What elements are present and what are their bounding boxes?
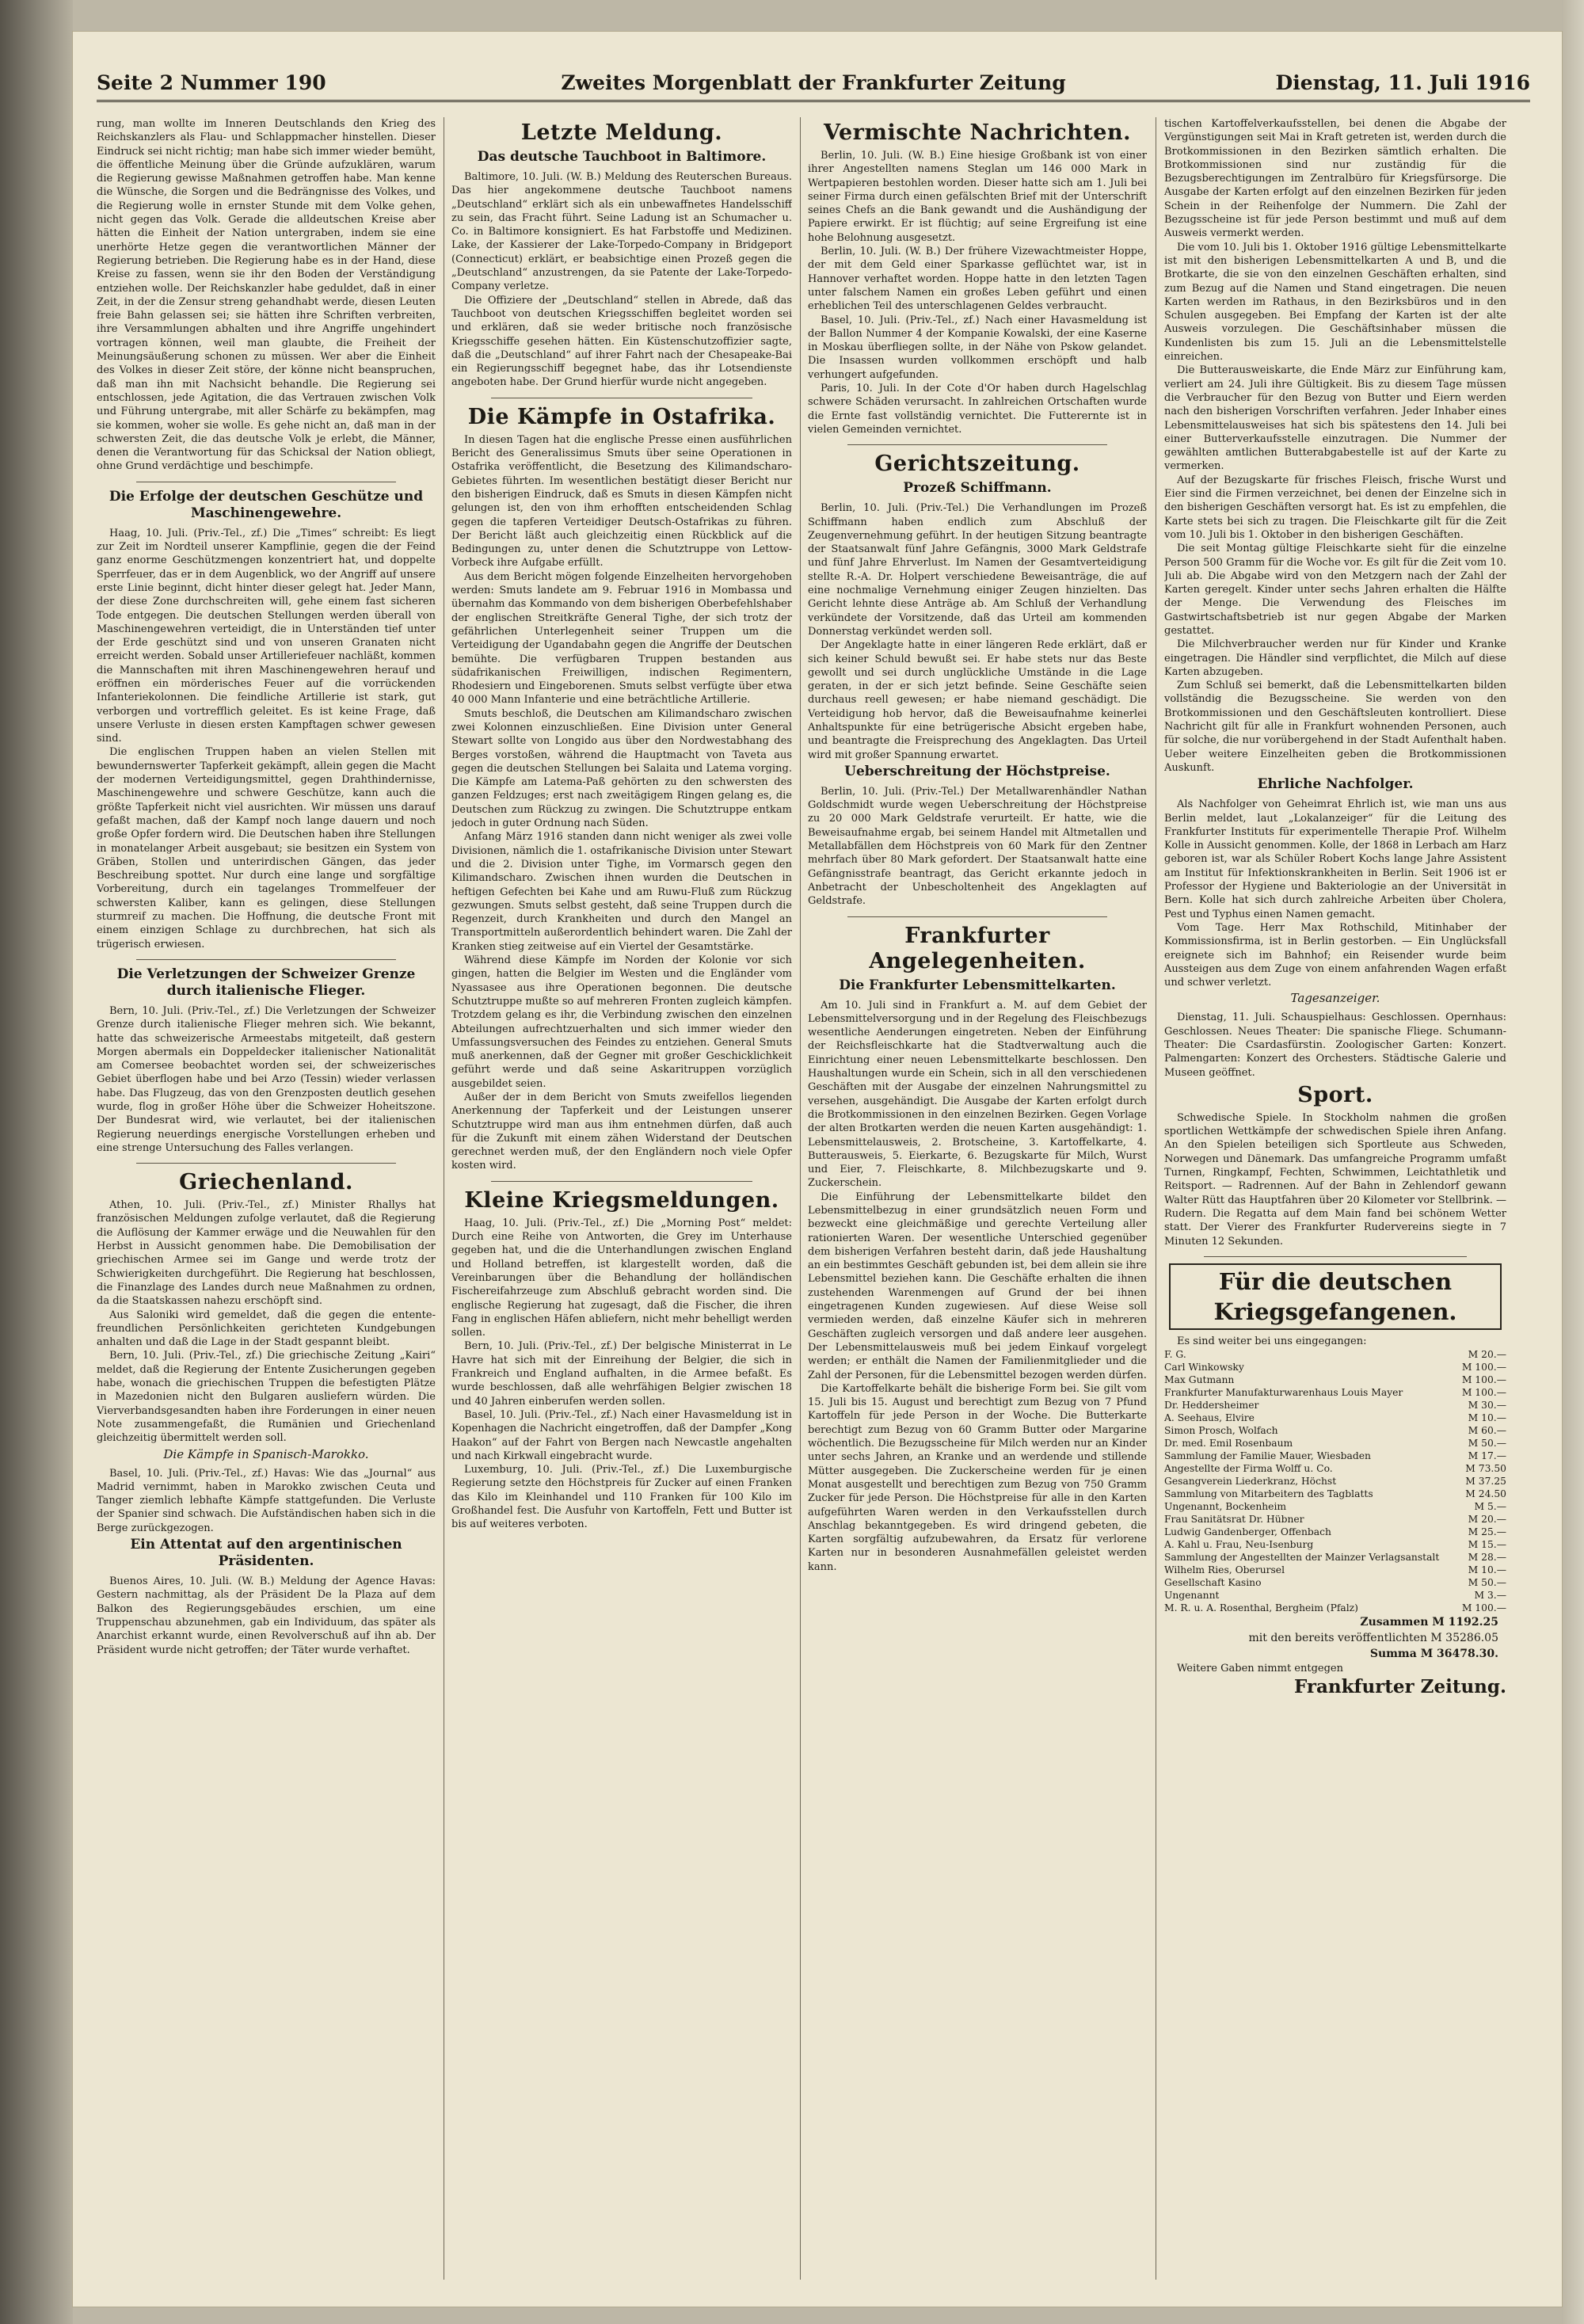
article-text: Zum Schluß sei bemerkt, daß die Lebensmittelkarten bilden vollständig die Bezugsscheine. Sie werden von den Brotkommissionen und den Geschäftsleuten kontrolliert. Diese Nachricht gilt für alle in Frankfurt wohnenden Personen, auch für solche, die nur vorübergehend in der Stadt Aufenthalt haben. Ueber weitere Einzelheiten geben die Brotkommissionen Auskunft. (1164, 680, 1506, 774)
article-text: Anfang März 1916 standen dann nicht weniger als zwei volle Divisionen, nämlich die 1. ostafrikanische Division unter Stewart und die 2. Division unter Tighe, im Vormarsch gegen den Kilimandscharo. Zwischen ihnen wurden die Deutschen in heftigen Gefechten bei Kahe und am Ruwu-Fluß zum Rückzug gezwungen. Smuts selbst gesteht, daß seine Truppen durch die Regenzeit, durch Krankheiten und durch den Mangel an Transportmitteln außerordentlich behindert waren. Die Zahl der Kranken stieg zeitweise auf ein Viertel der Gesamtstärke. (451, 831, 792, 953)
article-text: In diesen Tagen hat die englische Presse einen ausführlichen Bericht des Generalissimus Smuts über seine Operationen in Ostafrika veröffentlicht, die Besetzung des Kilimandscharo-Gebietes führten. Im wesentlichen bestätigt dieser Bericht nur den bisherigen Eindruck, daß es Smuts in diesen Kämpfen nicht gelungen ist, den von ihm erhofften entscheidenden Schlag gegen die tapferen Verteidiger Deutsch-Ostafrikas zu führen. Der Bericht läßt auch gleichzeitig einen Rückblick auf die Bedingungen zu, unter denen die Schutztruppe von Lettow-Vorbeck ihre Aufgabe erfüllt. (451, 433, 792, 570)
section-heading: Kleine Kriegsmeldungen. (464, 1187, 779, 1213)
donation-row (1164, 1424, 1506, 1437)
donor-name: Ludwig Gandenberger, Offenbach (1164, 1526, 1331, 1538)
article-text: Basel, 10. Juli. (Priv.-Tel., zf.) Nach einer Havasmeldung ist in Kopenhagen die Nachricht eingetroffen, daß der Dampfer „Kong Haakon“ auf der Fahrt von Bergen nach Newcastle angehalten und nach Kirkwall eingebracht wurde. (451, 1408, 792, 1462)
donation-amount: M 20.— (1468, 1349, 1506, 1361)
donor-name: Sammlung der Familie Mauer, Wiesbaden (1164, 1450, 1371, 1462)
donation-amount: M 20.— (1468, 1514, 1506, 1526)
article-text: Die seit Montag gültige Fleischkarte sieht für die einzelne Person 500 Gramm für die Woche vor. Es gilt für die Zeit vom 10. Juli ab. Die Abgabe wird von den Metzgern nach der Zahl der Karten geregelt. Kinder unter sechs Jahren erhalten die Hälfte der Menge. Die Verwendung des Fleisches im Gastwirtschaftsbetrieb ist nur gegen Abgabe der Marken gestattet. (1164, 543, 1506, 637)
donation-row (1164, 1462, 1506, 1475)
donor-name: Carl Winkowsky (1164, 1362, 1244, 1373)
donation-row (1164, 1564, 1506, 1576)
donor-name: Dr. Heddersheimer (1164, 1400, 1259, 1412)
article-text: Baltimore, 10. Juli. (W. B.) Meldung des Reuterschen Bureaus. Das hier angekommene deutsche Tauchboot namens „Deutschland“ erklärt sich als ein unbewaffnetes Handelsschiff zu sein, das Fracht führt. Seine Ladung ist an Schumacher u. Co. in Baltimore konsigniert. Es hat Farbstoffe und Medizinen. Lake, der Kassierer der Lake-Torpedo-Company in Bridgeport (Connecticut) erklärt, er beabsichtige einen Prozeß gegen die „Deutschland“ anzustrengen, da sie Patente der Lake-Torpedo-Company verletze. (451, 171, 792, 293)
donation-row (1164, 1437, 1506, 1450)
article-text: Die Milchverbraucher werden nur für Kinder und Kranke eingetragen. Die Händler sind verpflichtet, die Milch auf diese Karten abzugeben. (1164, 638, 1506, 678)
donor-name: Ungenannt (1164, 1590, 1220, 1602)
section-heading: Sport. (1297, 1082, 1373, 1107)
section-heading: Griechenland. (179, 1170, 353, 1195)
article-headline: Ueberschreitung der Höchstpreise. (844, 763, 1110, 779)
article-text: Die Einführung der Lebensmittelkarte bildet den Lebensmittelbezug in einer grundsätzlich neuen Form und bezweckt eine gleichmäßige und gerechte Verteilung aller rationierten Waren. Der wesentliche Unterschied gegenüber dem bisherigen Verfahren besteht darin, daß jede Haushaltung an ein bestimmtes Geschäft gebunden ist, bei dem allein sie ihre Lebensmittel beziehen kann. Die Geschäfte erhalten die ihnen zustehenden Warenmengen auf Grund der bei ihnen eingetragenen Kunden zugewiesen. Auf diese Weise soll vermieden werden, daß einzelne Käufer sich in mehreren Geschäften zugleich versorgen und daß andere leer ausgehen. Der Lebensmittelausweis muß bei jedem Einkauf vorgelegt werden; er enthält die Namen der Familienmitglieder und die Zahl der Personen, für die Lebensmittel bezogen werden dürfen. (808, 1191, 1147, 1381)
article-text: Vom Tage. Herr Max Rothschild, Mitinhaber der Kommissionsfirma, ist in Berlin gestorben. — Ein Unglücksfall ereignete sich im Bahnhof; ein Reisender wurde beim Aussteigen aus dem Zuge von einem anfahrenden Wagen erfaßt und schwer verletzt. (1164, 921, 1506, 989)
paper-signature: Frankfurter Zeitung. (1293, 1676, 1506, 1698)
donor-name: Simon Prosch, Wolfach (1164, 1425, 1278, 1437)
article-text: Berlin, 10. Juli. (Priv.-Tel.) Die Verhandlungen im Prozeß Schiffmann haben endlich zum Abschluß der Zeugenvernehmung geführt. In der heutigen Sitzung beantragte der Staatsanwalt fünf Jahre Gefängnis, 3000 Mark Geldstrafe und fünf Jahre Ehrverlust. Im Namen der Gesamtverteidigung stellte R.-A. Dr. Holpert verschiedene Beweisanträge, die auf eine nochmalige Vernehmung einiger Zeugen hinzielten. Das Gericht lehnte diese Anträge ab. Am Schluß der Verhandlung verkündete der Vorsitzende, daß das Urteil am kommenden Donnerstag verkündet werden soll. (808, 502, 1147, 638)
donor-name: Wilhelm Ries, Oberursel (1164, 1564, 1285, 1576)
article-text: Basel, 10. Juli. (Priv.-Tel., zf.) Havas: Wie das „Journal“ aus Madrid vernimmt, haben in Marokko zwischen Ceuta und Tanger ziemlich lebhafte Kämpfe stattgefunden. Die Verluste der Spanier sind schwach. Die Aufständischen haben sich in die Berge zurückgezogen. (97, 1467, 436, 1534)
donation-row (1164, 1551, 1506, 1564)
article-text: Luxemburg, 10. Juli. (Priv.-Tel., zf.) Die Luxemburgische Regierung setzte den Höchstpreis für Zucker auf einen Franken das Kilo im Kleinhandel und 110 Franken für 100 Kilo im Großhandel fest. Die Ausfuhr von Kartoffeln, Fett und Butter ist bis auf weiteres verboten. (451, 1464, 792, 1531)
donation-amount: M 24.50 (1465, 1488, 1506, 1500)
donation-amount: M 17.— (1468, 1450, 1506, 1462)
donation-grand-total: Summa M 36478.30. (1369, 1648, 1498, 1661)
article-text: Berlin, 10. Juli. (W. B.) Eine hiesige Großbank ist von einer ihrer Angestellten namens Steglan um 146 000 Mark in Wertpapieren bestohlen worden. Dieser hatte sich am 1. Juli bei seiner Firma durch einen gefälschten Brief mit der Unterschrift seines Chefs an die Bank gewandt und die Aushändigung der Papiere erwirkt. Er ist flüchtig; auf seine Ergreifung ist eine hohe Belohnung ausgesetzt. (808, 150, 1147, 244)
article-text: Am 10. Juli sind in Frankfurt a. M. auf dem Gebiet der Lebensmittelversorgung und in der Regelung des Fleischbezugs wesentliche Aenderungen eingetreten. Neben der Einführung der Reichsfleischkarte hat die Stadtverwaltung auch die Einrichtung einer neuen Lebensmittelkarte beschlossen. Den Haushaltungen wurde ein Schein, sich in all den verschiedenen Geschäften mit der Ausgabe der einzelnen Nahrungsmittel zu versehen, ausgehändigt. Die Ausgabe der Karten erfolgt durch die Brotkommissionen in den einzelnen Bezirken. Gegen Vorlage der alten Brotkarten werden die neuen Karten ausgehändigt: 1. Lebensmittelausweis, 2. Brotscheine, 3. Kartoffelkarte, 4. Butterausweis, 5. Eierkarte, 6. Bezugskarte für Milch, Wurst und Eier, 7. Fleischkarte, 8. Milchbezugskarte und 9. Zuckerschein. (808, 999, 1147, 1190)
article-text: Bern, 10. Juli. (Priv.-Tel., zf.) Der belgische Ministerrat in Le Havre hat sich mit der Einreihung der Belgier, die sich in Frankreich und England aufhalten, in die Armee befaßt. Es wurde beschlossen, daß alle wehrfähigen Belgier zwischen 18 und 40 Jahren einberufen werden sollen. (451, 1340, 792, 1408)
article-text: Athen, 10. Juli. (Priv.-Tel., zf.) Minister Rhallys hat französischen Meldungen zufolge verlautet, daß die Regierung die Auflösung der Kammer erwäge und die Neuwahlen für den Herbst in Aussicht genommen habe. Die Demobilisation der griechischen Armee sei im Gange und werde trotz der Schwierigkeiten durchgeführt. Die Regierung hat beschlossen, die Finanzlage des Landes durch neue Maßnahmen zu ordnen, da die Staatskassen nahezu erschöpft sind. (97, 1199, 436, 1308)
donation-row (1164, 1373, 1506, 1386)
article-text: Die vom 10. Juli bis 1. Oktober 1916 gültige Lebensmittelkarte ist mit den bisherigen Lebensmittelkarten A und B, und die Brotkarte, die sie von den einzelnen Geschäften erhalten, sind zum Bezug auf die Namen und Stand eingetragen. Die neuen Karten werden im Rathaus, in den Bezirksbüros und in den Schulen ausgegeben. Bei Empfang der Karten ist der alte Ausweis vorzulegen. Die Geschäftsinhaber müssen die Kundenlisten bis zum 15. Juli an die Lebensmittelstelle einreichen. (1164, 241, 1506, 364)
donation-amount: M 3.— (1474, 1590, 1506, 1602)
article-text: Als Nachfolger von Geheimrat Ehrlich ist, wie man uns aus Berlin meldet, laut „Lokalanzeiger“ für die Leitung des Frankfurter Instituts für experimentelle Therapie Prof. Wilhelm Kolle in Aussicht genommen. Kolle, der 1868 in Lerbach am Harz geboren ist, war als Schüler Robert Kochs lange Jahre Assistent am Institut für Infektionskrankheiten in Berlin. Seit 1906 ist er Professor der Hygiene und Bakteriologie an der Universität in Bern. Kolle hat sich durch zahlreiche Arbeiten über Cholera, Pest und Typhus einen Namen gemacht. (1164, 798, 1506, 920)
donation-row (1164, 1576, 1506, 1589)
separator (136, 1163, 396, 1164)
article-text: Die Kartoffelkarte behält die bisherige Form bei. Sie gilt vom 15. Juli bis 15. August und berechtigt zum Bezug von 7 Pfund Kartoffeln für jede Person in der Woche. Die Butterkarte berechtigt zum Bezug von 60 Gramm Butter oder Margarine wöchentlich. Die Bezugsscheine für Milch werden nur an Kinder unter sechs Jahren, an Kranke und an werdende und stillende Mütter ausgegeben. Die Zuckerscheine werden für je einen Monat ausgestellt und berechtigen zum Bezug von 750 Gramm Zucker für jede Person. Die Höchstpreise für alle in den Karten aufgeführten Waren werden in den Verkaufsstellen durch Anschlag bekanntgegeben. Es wird dringend gebeten, die Karten sorgfältig aufzubewahren, da Ersatz für verlorene Karten nur in besonderen Ausnahmefällen geleistet werden kann. (808, 1382, 1147, 1573)
donation-intro: Es sind weiter bei uns eingegangen: (1177, 1335, 1367, 1347)
column-rule (800, 117, 801, 2280)
article-text: Berlin, 10. Juli. (Priv.-Tel.) Der Metallwarenhändler Nathan Goldschmidt wurde wegen Ueberschreitung der Höchstpreise zu 20 000 Mark Geldstrafe verurteilt. Er hatte, wie die Beweisaufnahme ergab, bei seinem Handel mit Altmetallen und Metallabfällen dem Höchstpreis von 60 Mark für den Zentner mehrfach über 80 Mark gefordert. Der Staatsanwalt hatte eine Gefängnisstrafe beantragt, das Gericht erkannte jedoch in Anbetracht der Unbescholtenheit des Angeklagten auf Geldstrafe. (808, 785, 1147, 908)
donor-name: Frau Sanitätsrat Dr. Hübner (1164, 1514, 1304, 1526)
donation-subtotal: Zusammen M 1192.25 (1360, 1616, 1498, 1629)
article-headline: Die Erfolge der deutschen Geschütze und Maschinengewehre. (109, 488, 424, 521)
donation-row (1164, 1589, 1506, 1602)
donation-row (1164, 1513, 1506, 1526)
separator (847, 916, 1107, 917)
donation-row (1164, 1538, 1506, 1551)
donation-row (1164, 1526, 1506, 1538)
article-headline: Ehrliche Nachfolger. (1257, 776, 1414, 793)
masthead-date: Dienstag, 11. Juli 1916 (1275, 71, 1530, 94)
article-headline: Die Verletzungen der Schweizer Grenze durch italienische Flieger. (116, 966, 416, 999)
donation-amount: M 60.— (1468, 1425, 1506, 1437)
article-text: rung, man wollte im Inneren Deutschlands den Krieg des Reichskanzlers als Flau- und Schlappmacher hinstellen. Dieser Eindruck sei nicht richtig; man habe sich immer wieder bemüht, die öffentliche Meinung über die Gründe aufzuklären, warum die Regierung gewisse Maßnahmen getroffen habe. Man kenne die Wünsche, die Sorgen und die Bedrängnisse des Volkes, und die Regierung wolle in ernster Stunde mit dem Volke gehen, nicht gegen das Volk. Gerade die alldeutschen Kreise aber hätten die Einheit der Nation untergraben, indem sie eine unerhörte Hetze gegen die verantwortlichen Männer der Regierung betrieben. Die Regierung habe es in der Hand, diese Kreise zu fassen, wenn sie ihr den Boden der Verständigung entziehen wolle. Der Reichskanzler habe geduldet, daß in einer Zeit, in der die Zensur streng gehandhabt werde, diesen Leuten freie Bahn gelassen sei; sie hätten ihre Schriften verbreiten, ihre Versammlungen abhalten und ihre Angriffe ungehindert vortragen können, weil man glaubte, die Freiheit der Meinungsäußerung schonen zu müssen. Wer aber die Einheit des Volkes in dieser Zeit störe, der könne nicht beanspruchen, daß man ihn mit Nachsicht behandle. Die Regierung sei entschlossen, jede Agitation, die das Vertrauen zwischen Volk und Führung untergrabe, mit aller Schärfe zu bekämpfen, mag sie kommen, woher sie wolle. Es gehe nicht an, daß man in der schwersten Zeit, die das deutsche Volk je erlebt, die Männer, denen die Verantwortung für das Schicksal der Nation obliegt, ohne Grund verdächtige und beschimpfe. (97, 118, 436, 473)
article-headline: Die Frankfurter Lebensmittelkarten. (839, 977, 1116, 993)
section-heading: Frankfurter Angelegenheiten. (869, 923, 1086, 973)
donation-row (1164, 1348, 1506, 1361)
donation-amount: M 100.— (1461, 1362, 1506, 1373)
article-subheading: Tagesanzeiger. (1290, 991, 1380, 1006)
article-text: Schwedische Spiele. In Stockholm nahmen die großen sportlichen Wettkämpfe der schwedischen Spiele ihren Anfang. An den Spielen beteiligen sich Sportleute aus Schweden, Norwegen und Dänemark. Das umfangreiche Programm umfaßt Turnen, Ringkampf, Fechten, Schwimmen, Leichtathletik und Reitsport. — Radrennen. Auf der Bahn in Zehlendorf gewann Walter Rütt das Hauptfahren über 20 Kilometer vor Stellbrink. — Rudern. Die Regatta auf dem Main fand bei schönem Wetter statt. Der Vierer des Frankfurter Rudervereins siegte in 7 Minuten 12 Sekunden. (1164, 1111, 1506, 1248)
donation-amount: M 100.— (1461, 1374, 1506, 1386)
donation-row (1164, 1475, 1506, 1488)
donor-name: Gesellschaft Kasino (1164, 1577, 1262, 1589)
article-text: Dienstag, 11. Juli. Schauspielhaus: Geschlossen. Opernhaus: Geschlossen. Neues Theater: Die spanische Fliege. Schumann-Theater: Die Csardasfürstin. Zoologischer Garten: Konzert. Palmengarten: Konzert des Orchesters. Städtische Galerie und Museen geöffnet. (1164, 1012, 1506, 1079)
article-headline: Das deutsche Tauchboot in Baltimore. (477, 149, 767, 165)
donation-amount: M 15.— (1468, 1539, 1506, 1551)
article-text: Während diese Kämpfe im Norden der Kolonie vor sich gingen, hatten die Belgier im Westen und die Engländer vom Nyassasee aus ihre Operationen begonnen. Die deutsche Schutztruppe mußte so auf mehreren Fronten zugleich kämpfen. Trotzdem gelang es ihr, die Verbindung zwischen den einzelnen Abteilungen aufrechtzuerhalten und sich immer wieder den Umfassungsversuchen des Feindes zu entziehen. General Smuts muß anerkennen, daß der Gegner mit großer Geschicklichkeit geführt werde und daß seine Askaritruppen vorzüglich ausgebildet seien. (451, 954, 792, 1090)
article-text: Haag, 10. Juli. (Priv.-Tel., zf.) Die „Times“ schreibt: Es liegt zur Zeit im Nordteil unserer Kampflinie, gegen die der Feind ganz enorme Geschützmengen konzentriert hat, und doppelte Sperrfeuer, das er in dem Augenblick, wo der Angriff auf unsere erste Linie beginnt, dicht hinter dieser gelegt hat. Jeder Mann, der diese Zone durchschreiten will, gehe einem fast sicheren Tode entgegen. Die deutschen Stellungen werden überall von Maschinengewehren verteidigt, die in Unterständen tief unter der Erde geschützt sind und von unseren Granaten nicht erreicht werden. Sobald unser Artilleriefeuer nachläßt, kommen die Mannschaften mit ihren Maschinengewehren herauf und eröffnen ein mörderisches Feuer auf die vorrückenden Infanteriekolonnen. Die feindliche Artillerie ist stark, gut verborgen und vortrefflich geleitet. Es ist keine Frage, daß unsere Verluste in diesen ersten Kampftagen schwer gewesen sind. (97, 527, 436, 745)
masthead-page-number: Seite 2 Nummer 190 (97, 71, 326, 94)
article-text: Aus Saloniki wird gemeldet, daß die gegen die entente-freundlichen Persönlichkeiten gerichteten Kundgebungen anhalten und daß die Lage in der Stadt gespannt bleibt. (97, 1309, 436, 1349)
donation-amount: M 30.— (1468, 1400, 1506, 1412)
article-text: Auf der Bezugskarte für frisches Fleisch, frische Wurst und Eier sind die Firmen verzeichnet, bei denen der Einzelne sich in den bisherigen Geschäften versorgt hat. Es ist zu empfehlen, die Karte stets bei sich zu tragen. Die Fleischkarte gilt für die Zeit vom 10. Juli bis 1. Oktober in den bisherigen Geschäften. (1164, 474, 1506, 541)
donation-amount: M 100.— (1461, 1387, 1506, 1399)
donor-name: Gesangverein Liederkranz, Höchst (1164, 1476, 1337, 1488)
donation-amount: M 73.50 (1465, 1463, 1506, 1475)
article-text: Bern, 10. Juli. (Priv.-Tel., zf.) Die griechische Zeitung „Kairi“ meldet, daß die Regierung der Entente Zusicherungen gegeben habe, wonach die griechischen Truppen die befestigten Plätze in Mazedonien nicht den Bulgaren ausliefern würden. Die Vierverbandsgesandten haben ihre Forderungen in einer neuen Note zusammengefaßt, die Rumänien und Griechenland gleichzeitig übermittelt werden soll. (97, 1350, 436, 1445)
donation-amount: M 10.— (1468, 1564, 1506, 1576)
column-1 (97, 117, 436, 2288)
separator (1204, 1256, 1467, 1257)
donation-box-heading: Für die deutschen Kriegsgefangenen. (1169, 1263, 1502, 1330)
column-2 (451, 117, 792, 2288)
donation-amount: M 50.— (1468, 1577, 1506, 1589)
article-text: tischen Kartoffelverkaufsstellen, bei denen die Abgabe der Vergünstigungen seit Mai in Kraft getreten ist, werden durch die Brotkommissionen in den Bezirken sämtlich erhalten. Die Brotkommissionen sind nur zuständig für die Bezugsberechtigungen im Zentralbüro für Kriegsfürsorge. Die Ausgabe der Karten erfolgt auf den einzelnen Bezirken für jeden Schein in der Reihenfolge der Nummern. Die Zahl der Bezugsscheine ist für jede Person bestimmt und muß auf dem Ausweis vermerkt werden. (1164, 118, 1506, 240)
article-text: Die englischen Truppen haben an vielen Stellen mit bewundernswerter Tapferkeit gekämpft, allein gegen die Macht der modernen Verteidigungsmittel, gegen Drahthindernisse, Maschinengewehre und schwere Geschütze, kann auch die größte Tapferkeit nicht viel ausrichten. Wir müssen uns darauf gefaßt machen, daß der Kampf noch lange dauern und noch große Opfer fordern wird. Die Deutschen haben ihre Stellungen in monatelanger Arbeit ausgebaut; sie besitzen ein System von Gräben, Stollen und unterirdischen Gängen, das jeder Beschreibung spottet. Nur durch eine lange und sorgfältige Vorbereitung, durch ein tagelanges Trommelfeuer der schwersten Kaliber, kann es gelingen, diese Stellungen sturmreif zu machen. Die Hoffnung, die deutsche Front mit einem einzigen Schlage zu durchbrechen, hat sich als trügerisch erwiesen. (97, 746, 436, 951)
article-text: Buenos Aires, 10. Juli. (W. B.) Meldung der Agence Havas: Gestern nachmittag, als der Präsident De la Plaza auf dem Balkon des Regierungsgebäudes erschien, um eine Truppenschau abzunehmen, gab ein Individuum, das später als Anarchist erkannt wurde, einen Revolverschuß auf ihn ab. Der Präsident wurde nicht getroffen; der Täter wurde verhaftet. (97, 1575, 436, 1656)
separator (136, 959, 396, 960)
donor-name: Sammlung von Mitarbeitern des Tagblatts (1164, 1488, 1373, 1500)
masthead (97, 67, 1530, 102)
donation-row (1164, 1602, 1506, 1614)
donation-closing: Weitere Gaben nimmt entgegen (1177, 1663, 1343, 1675)
section-heading: Gerichtszeitung. (874, 451, 1080, 477)
article-text: Haag, 10. Juli. (Priv.-Tel., zf.) Die „Morning Post“ meldet: Durch eine Reihe von Antworten, die Grey im Unterhause gegeben hat, und die die Unterhandlungen zwischen England und Holland betreffen, ist klargestellt worden, daß die Vereinbarungen über die Behandlung der holländischen Fischereifahrzeuge zum Abschluß gebracht worden sind. Die englische Regierung hat zugesagt, daß die Fischer, die ihren Fang in englischen Häfen abliefern, nicht mehr behelligt werden sollen. (451, 1217, 792, 1339)
donation-amount: M 50.— (1468, 1438, 1506, 1450)
donor-name: Angestellte der Firma Wolff u. Co. (1164, 1463, 1333, 1475)
article-text: Die Butterausweiskarte, die Ende März zur Einführung kam, verliert am 24. Juli ihre Gültigkeit. Bis zu diesem Tage müssen die Verbraucher für den Bezug von Butter und Eiern werden nach den bisherigen Vorschriften verfahren. Jeder Inhaber eines Lebensmittelausweises hat sich bis spätestens den 14. Juli bei einer Butterverkaufsstelle einzutragen. Die Nummer der gewählten amtlichen Butterabgabestelle ist auf der Karte zu vermerken. (1164, 364, 1506, 473)
newspaper-page (73, 32, 1562, 2307)
donation-row (1164, 1412, 1506, 1424)
donor-name: Sammlung der Angestellten der Mainzer Verlagsanstalt (1164, 1552, 1440, 1564)
separator (491, 1181, 752, 1182)
donation-amount: M 28.— (1468, 1552, 1506, 1564)
section-heading: Letzte Meldung. (520, 120, 723, 145)
donation-row (1164, 1399, 1506, 1412)
page-edge (1562, 0, 1584, 2324)
article-text: Der Angeklagte hatte in einer längeren Rede erklärt, daß er sich keiner Schuld bewußt sei. Er habe stets nur das Beste gewollt und sei durch unglückliche Umstände in die Lage geraten, in der er sich jetzt befinde. Seine Geschäfte seien durchaus reell gewesen; er habe niemand geschädigt. Die Verteidigung hob hervor, daß die Beweisaufnahme keinerlei Anhaltspunkte für eine betrügerische Absicht ergeben habe, und beantragte die Freisprechung des Angeklagten. Das Urteil wird mit großer Spannung erwartet. (808, 639, 1147, 761)
donation-row (1164, 1500, 1506, 1513)
masthead-paper-name: Zweites Morgenblatt der Frankfurter Zeitung (561, 71, 1066, 94)
donation-row (1164, 1488, 1506, 1500)
donation-row (1164, 1361, 1506, 1373)
donor-name: Ungenannt, Bockenheim (1164, 1501, 1287, 1513)
article-text: Aus dem Bericht mögen folgende Einzelheiten hervorgehoben werden: Smuts landete am 9. Februar 1916 in Mombassa und übernahm das Kommando von dem bisherigen Oberbefehlshaber der englischen Streitkräfte General Tighe, der sich trotz der gefährlichen Unterlegenheit seiner Truppen um die Verteidigung der Ugandabahn gegen die Angriffe der Deutschen bemühte. Die verfügbaren Truppen bestanden aus südafrikanischen Freiwilligen, indischen Regimentern, Rhodesiern und Eingeborenen. Smuts selbst verfügte über etwa 40 000 Mann Infanterie und eine beträchtliche Artillerie. (451, 570, 792, 707)
article-text: Basel, 10. Juli. (Priv.-Tel., zf.) Nach einer Havasmeldung ist der Ballon Nummer 4 der Kompanie Kowalski, der eine Kaserne in Moskau überfliegen sollte, in der Nähe von Pskow gelandet. Die Insassen wurden vollkommen erschöpft und halb verhungert aufgefunden. (808, 314, 1147, 381)
article-text: Berlin, 10. Juli. (W. B.) Der frühere Vizewachtmeister Hoppe, der mit dem Geld einer Sparkasse geflüchtet war, ist in Hannover verhaftet worden. Hoppe hatte in den letzten Tagen unter falschem Namen ein großes Leben geführt und einen erheblichen Teil des unterschlagenen Geldes verbraucht. (808, 246, 1147, 313)
article-text: Außer der in dem Bericht von Smuts zweifellos liegenden Anerkennung der Tapferkeit und der Leistungen unserer Schutztruppe wird man aus ihm entnehmen dürfen, daß auch für die Zukunft mit einem zähen Widerstand der Deutschen gerechnet werden muß, der den Engländern noch viele Opfer kosten wird. (451, 1092, 792, 1172)
donation-list (1164, 1348, 1506, 1614)
donor-name: M. R. u. A. Rosenthal, Bergheim (Pfalz) (1164, 1602, 1358, 1614)
donation-row (1164, 1450, 1506, 1462)
article-text: Die Offiziere der „Deutschland“ stellen in Abrede, daß das Tauchboot von deutschen Kriegsschiffen begleitet worden sei und erklären, daß sie weder britische noch französische Kriegsschiffe gesehen hätten. Ein Küstenschutzoffizier sagte, daß die „Deutschland“ auf ihrer Fahrt nach der Chesapeake-Bai ein Regierungsschiff begegnet habe, das ihr Lotsendienste angeboten habe. Der Grund hierfür wurde nicht angegeben. (451, 294, 792, 389)
section-heading: Vermischte Nachrichten. (824, 120, 1131, 145)
donor-name: A. Seehaus, Elvire (1164, 1412, 1255, 1424)
article-text: Paris, 10. Juli. In der Cote d'Or haben durch Hagelschlag schwere Schäden verursacht. In zahlreichen Ortschaften wurde die Ernte fast vollständig vernichtet. Die Futterernte ist in vielen Gemeinden vernichtet. (808, 383, 1147, 436)
separator (847, 444, 1107, 445)
donation-amount: M 37.25 (1465, 1476, 1506, 1488)
donation-amount: M 100.— (1461, 1602, 1506, 1614)
donor-name: Frankfurter Manufakturwarenhaus Louis Mayer (1164, 1387, 1403, 1399)
article-headline: Ein Attentat auf den argentinischen Präsidenten. (130, 1537, 402, 1570)
donation-amount: M 25.— (1468, 1526, 1506, 1538)
book-spine-shadow (0, 0, 73, 2324)
donation-row (1164, 1386, 1506, 1399)
article-subheading: Die Kämpfe in Spanisch-Marokko. (163, 1446, 369, 1461)
donation-amount: M 5.— (1474, 1501, 1506, 1513)
donor-name: A. Kahl u. Frau, Neu-Isenburg (1164, 1539, 1314, 1551)
donor-name: F. G. (1164, 1349, 1186, 1361)
donation-previous-total: mit den bereits veröffentlichten M 35286.05 (1248, 1632, 1498, 1645)
article-headline: Prozeß Schiffmann. (903, 480, 1052, 497)
donor-name: Max Gutmann (1164, 1374, 1235, 1386)
donor-name: Dr. med. Emil Rosenbaum (1164, 1438, 1293, 1450)
column-4 (1164, 117, 1506, 2288)
section-heading: Die Kämpfe in Ostafrika. (467, 404, 776, 429)
article-text: Bern, 10. Juli. (Priv.-Tel., zf.) Die Verletzungen der Schweizer Grenze durch italienische Flieger mehren sich. Wie bekannt, hatte das schweizerische Armeestabs mitgeteilt, daß gestern Morgen abermals ein Doppeldecker italienischer Nationalität am Comersee beobachtet worden sei, der schweizerisches Gebiet überflogen habe und bei Arzo (Tessin) wieder verlassen habe. Das Flugzeug, das von den Grenzposten deutlich gesehen wurde, flog in großer Höhe über die Schweizer Hoheitszone. Der Bundesrat wird, wie verlautet, bei der italienischen Regierung neuerdings energische Vorstellungen erheben und eine strenge Untersuchung des Falles verlangen. (97, 1004, 436, 1154)
article-text: Smuts beschloß, die Deutschen am Kilimandscharo zwischen zwei Kolonnen einzuschließen. Eine Division unter General Stewart sollte von Longido aus über den Nordwestabhang des Berges vorstoßen, während die Hauptmacht von Taveta aus gegen die deutschen Stellungen bei Salaita und Latema vorging. Die Kämpfe am Latema-Paß gehörten zu den schwersten des ganzen Feldzuges; erst nach zweitägigem Ringen gelang es, die Deutschen zum Rückzug zu zwingen. Die Schutztruppe entkam jedoch in guter Ordnung nach Süden. (451, 707, 792, 830)
donation-amount: M 10.— (1468, 1412, 1506, 1424)
column-3 (808, 117, 1147, 2288)
